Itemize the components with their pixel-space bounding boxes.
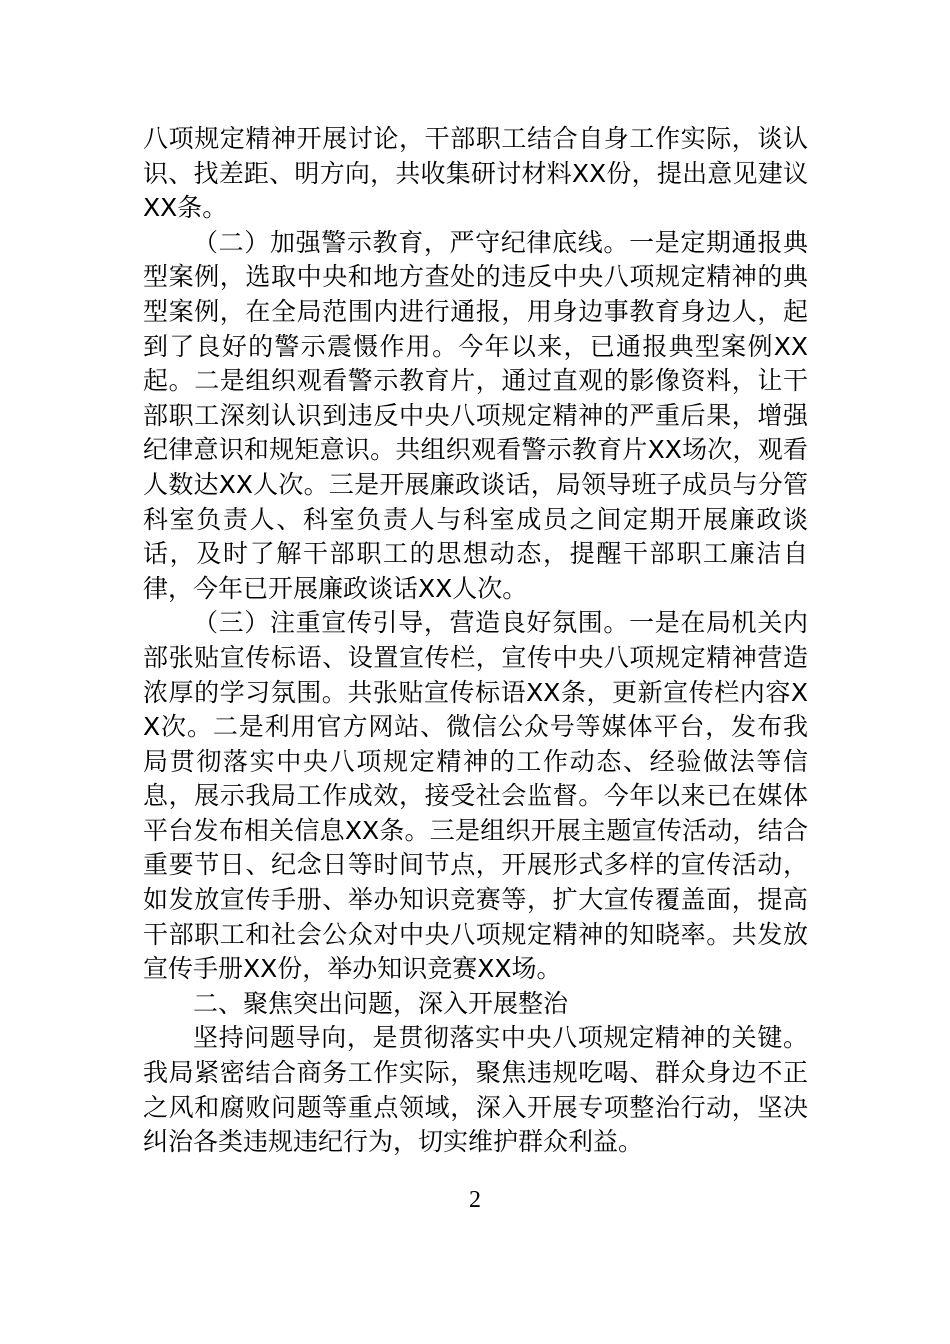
paragraph-continuation: 八项规定精神开展讨论，干部职工结合自身工作实际，谈认识、找差距、明方向，共收集研讨材料XX份，提出意见建议XX条。 [143, 124, 808, 223]
paragraph-publicity-guidance: （三）注重宣传引导，营造良好氛围。一是在局机关内部张贴宣传标语、设置宣传栏，宣传中央八项规定精神营造浓厚的学习氛围。共张贴宣传标语XX条，更新宣传栏内容XX次。二是利用官方网站、微信公众号等媒体平台，发布我局贯彻落实中央八项规定精神的工作动态、经验做法等信息，展示我局工作成效，接受社会监督。今年以来已在媒体平台发布相关信息XX条。三是组织开展主题宣传活动，结合重要节日、纪念日等时间节点，开展形式多样的宣传活动，如发放宣传手册、举办知识竞赛等，扩大宣传覆盖面，提高干部职工和社会公众对中央八项规定精神的知晓率。共发放宣传手册XX份，举办知识竞赛XX场。 [143, 608, 808, 984]
page-number: 2 [469, 1187, 481, 1213]
paragraph-problem-orientation: 坚持问题导向，是贯彻落实中央八项规定精神的关键。我局紧密结合商务工作实际，聚焦违规吃喝、群众身边不正之风和腐败问题等重点领域，深入开展专项整治行动，坚决纠治各类违规违纪行为，切实维护群众利益。 [143, 1023, 808, 1157]
paragraph-warning-education: （二）加强警示教育，严守纪律底线。一是定期通报典型案例，选取中央和地方查处的违反中央八项规定精神的典型案例，在全局范围内进行通报，用身边事教育身边人，起到了良好的警示震慑作用。今年以来，已通报典型案例XX起。二是组织观看警示教育片，通过直观的影像资料，让干部职工深刻认识到违反中央八项规定精神的严重后果，增强纪律意识和规矩意识。共组织观看警示教育片XX场次，观看人数达XX人次。三是开展廉政谈话，局领导班子成员与分管科室负责人、科室负责人与科室成员之间定期开展廉政谈话，及时了解干部职工的思想动态，提醒干部职工廉洁自律，今年已开展廉政谈话XX人次。 [143, 227, 808, 603]
section-heading: 二、聚焦突出问题，深入开展整治 [193, 988, 569, 1018]
body-text [143, 122, 808, 1160]
